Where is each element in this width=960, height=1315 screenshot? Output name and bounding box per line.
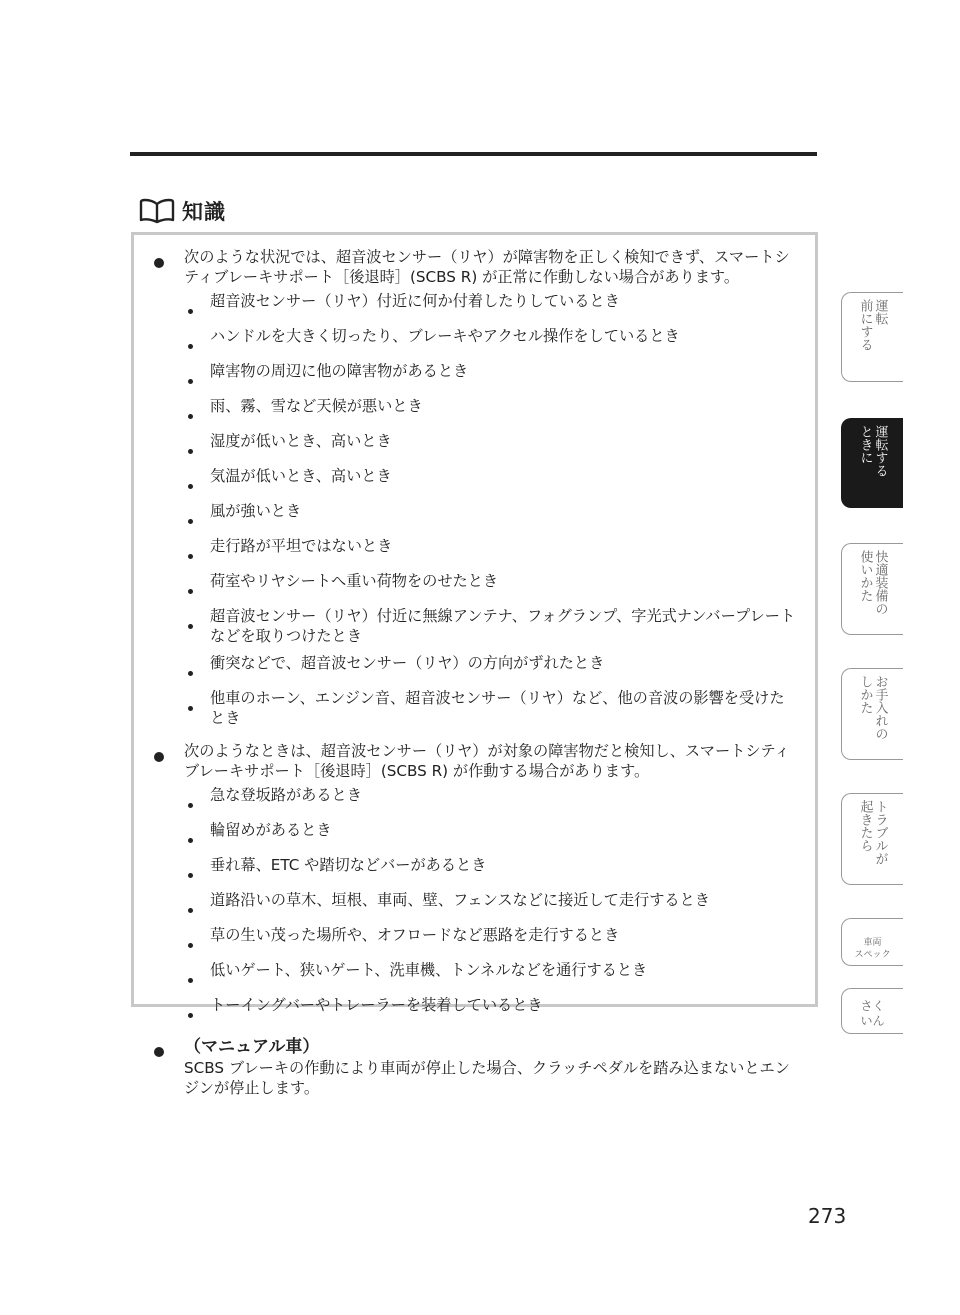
condition-list — [184, 291, 799, 728]
section-heading — [138, 196, 226, 226]
paragraph-2 — [154, 741, 799, 1030]
list-item: 衝突などで、超音波センサー（リヤ）の方向がずれたとき — [184, 653, 799, 681]
heading-title: 知識 — [182, 200, 226, 224]
list-item: 超音波センサー（リヤ）付近に無線アンテナ、フォグランプ、字光式ナンバープレートなどを取りつけたとき — [184, 606, 799, 646]
list-item: 急な登坂路があるとき — [184, 785, 799, 813]
list-item: 風が強いとき — [184, 501, 799, 529]
list-item: 走行路が平坦ではないとき — [184, 536, 799, 564]
tab-maintenance[interactable]: お手入れの しかた — [841, 668, 903, 760]
list-item: 雨、霧、雪など天候が悪いとき — [184, 396, 799, 424]
book-icon — [138, 197, 176, 225]
paragraph-text: SCBS ブレーキの作動により車両が停止した場合、クラッチペダルを踏み込まないとエンジンが停止します。 — [184, 1059, 790, 1097]
tab-troubleshooting[interactable]: トラブルが 起きたら — [841, 793, 903, 885]
list-item: 草の生い茂った場所や、オフロードなど悪路を走行するとき — [184, 925, 799, 953]
condition-list — [184, 785, 799, 1023]
tab-while-driving[interactable]: 運転する ときに — [841, 418, 903, 508]
paragraph-text: 次のような状況では、超音波センサー（リヤ）が障害物を正しく検知できず、スマートシティブレーキサポート［後退時］(SCBS R) が正常に作動しない場合があります。 — [184, 248, 790, 286]
list-item: 他車のホーン、エンジン音、超音波センサー（リヤ）など、他の音波の影響を受けたとき — [184, 688, 799, 728]
tab-specifications[interactable]: 車両 スペック — [841, 918, 903, 966]
paragraph-title: （マニュアル車） — [184, 1037, 320, 1057]
list-item: 荷室やリヤシートへ重い荷物をのせたとき — [184, 571, 799, 599]
list-item: ハンドルを大きく切ったり、ブレーキやアクセル操作をしているとき — [184, 326, 799, 354]
list-item: 超音波センサー（リヤ）付近に何か付着したりしているとき — [184, 291, 799, 319]
list-item: 気温が低いとき、高いとき — [184, 466, 799, 494]
page-number: 273 — [808, 1204, 847, 1228]
list-item: 道路沿いの草木、垣根、車両、壁、フェンスなどに接近して走行するとき — [184, 890, 799, 918]
tab-comfort-equipment[interactable]: 快適装備の 使いかた — [841, 543, 903, 635]
paragraph-3 — [154, 1036, 799, 1098]
paragraph-1 — [154, 247, 799, 735]
list-item: トーイングバーやトレーラーを装着しているとき — [184, 995, 799, 1023]
bullet — [154, 1036, 184, 1098]
list-item: 低いゲート、狭いゲート、洗車機、トンネルなどを通行するとき — [184, 960, 799, 988]
tab-index[interactable]: さく いん — [841, 988, 903, 1034]
list-item: 輪留めがあるとき — [184, 820, 799, 848]
paragraph-text: 次のようなときは、超音波センサー（リヤ）が対象の障害物だと検知し、スマートシティブレーキサポート［後退時］(SCBS R) が作動する場合があります。 — [184, 742, 790, 780]
bullet — [154, 247, 184, 735]
list-item: 障害物の周辺に他の障害物があるとき — [184, 361, 799, 389]
list-item: 湿度が低いとき、高いとき — [184, 431, 799, 459]
bullet — [154, 741, 184, 1030]
tab-before-driving[interactable]: 運転 前にする — [841, 292, 903, 382]
top-rule — [130, 152, 817, 156]
list-item: 垂れ幕、ETC や踏切などバーがあるとき — [184, 855, 799, 883]
knowledge-panel — [131, 232, 818, 1097]
